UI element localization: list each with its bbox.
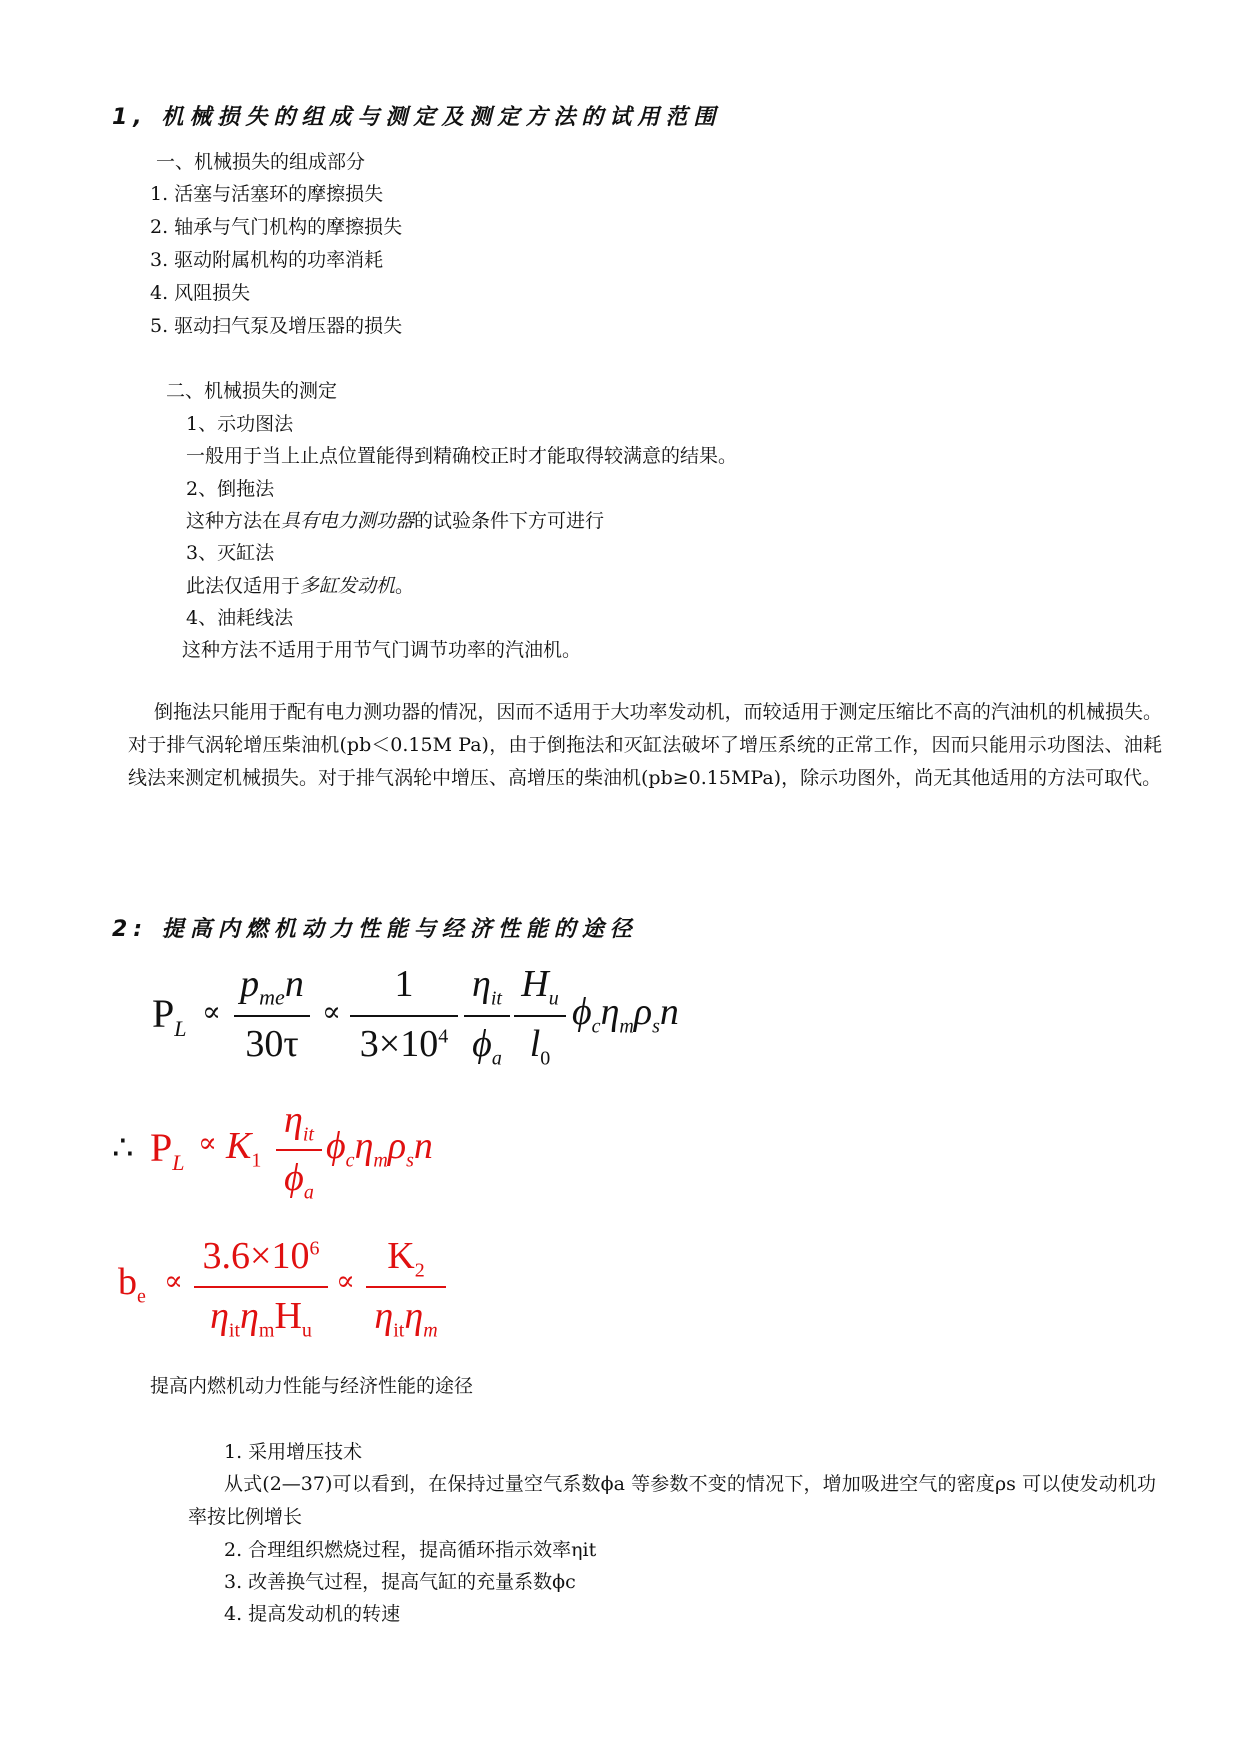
- section2-subtitle: 提高内燃机动力性能与经济性能的途径: [150, 1375, 474, 1397]
- item2: 2. 合理组织燃烧过程，提高循环指示效率ηit: [224, 1539, 597, 1561]
- section2-heading: 2: 提高内燃机动力性能与经济性能的途径: [112, 917, 638, 942]
- part1-item-3: 3. 驱动附属机构的功率消耗: [150, 249, 384, 271]
- item1-text: 从式(2—37)可以看到，在保持过量空气系数ϕa 等参数不变的情况下，增加吸进空气的密度ρs 可以使发动机功率按比例增长: [188, 1473, 1156, 1528]
- item1-title: 1. 采用增压技术: [224, 1441, 363, 1463]
- method2-title: 2、倒拖法: [186, 478, 275, 500]
- method3-title: 3、灭缸法: [186, 542, 275, 564]
- item3: 3. 改善换气过程，提高气缸的充量系数ϕc: [224, 1571, 576, 1593]
- method4-title: 4、油耗线法: [186, 607, 294, 629]
- method1-title: 1、示功图法: [186, 413, 294, 435]
- method3-text: 此法仅适用于多缸发动机。: [186, 575, 415, 597]
- part1-item-4: 4. 风阻损失: [150, 282, 251, 304]
- method1-text: 一般用于当上止点位置能得到精确校正时才能取得较满意的结果。: [186, 445, 738, 467]
- part1-item-2: 2. 轴承与气门机构的摩擦损失: [150, 216, 403, 238]
- part2-title: 二、机械损失的测定: [166, 380, 338, 402]
- method4-text: 这种方法不适用于用节气门调节功率的汽油机。: [182, 639, 582, 661]
- proportional-symbol: ∝: [202, 997, 221, 1028]
- item4: 4. 提高发动机的转速: [224, 1603, 401, 1625]
- method2-text: 这种方法在具有电力测功器的试验条件下方可进行: [186, 510, 605, 532]
- part1-item-5: 5. 驱动扫气泵及增压器的损失: [150, 315, 403, 337]
- part1-item-1: 1. 活塞与活塞环的摩擦损失: [150, 183, 384, 205]
- summary-paragraph: 倒拖法只能用于配有电力测功器的情况，因而不适用于大功率发动机，而较适用于测定压缩比不高的汽油机的机械损失。对于排气涡轮增压柴油机(pb＜0.15M Pa)，由于倒拖法和灭缸法破坏了增压系统的正常工作，因而只能用示功图法、油耗线法来测定机械损失。对于排气涡轮中增压、高增压的柴油机(pb≥0.15MPa)，除示功图外，尚无其他适用的方法可取代。: [128, 701, 1162, 789]
- section1-heading: 1, 机械损失的组成与测定及测定方法的试用范围: [112, 105, 722, 130]
- part1-title: 一、机械损失的组成部分: [156, 151, 366, 173]
